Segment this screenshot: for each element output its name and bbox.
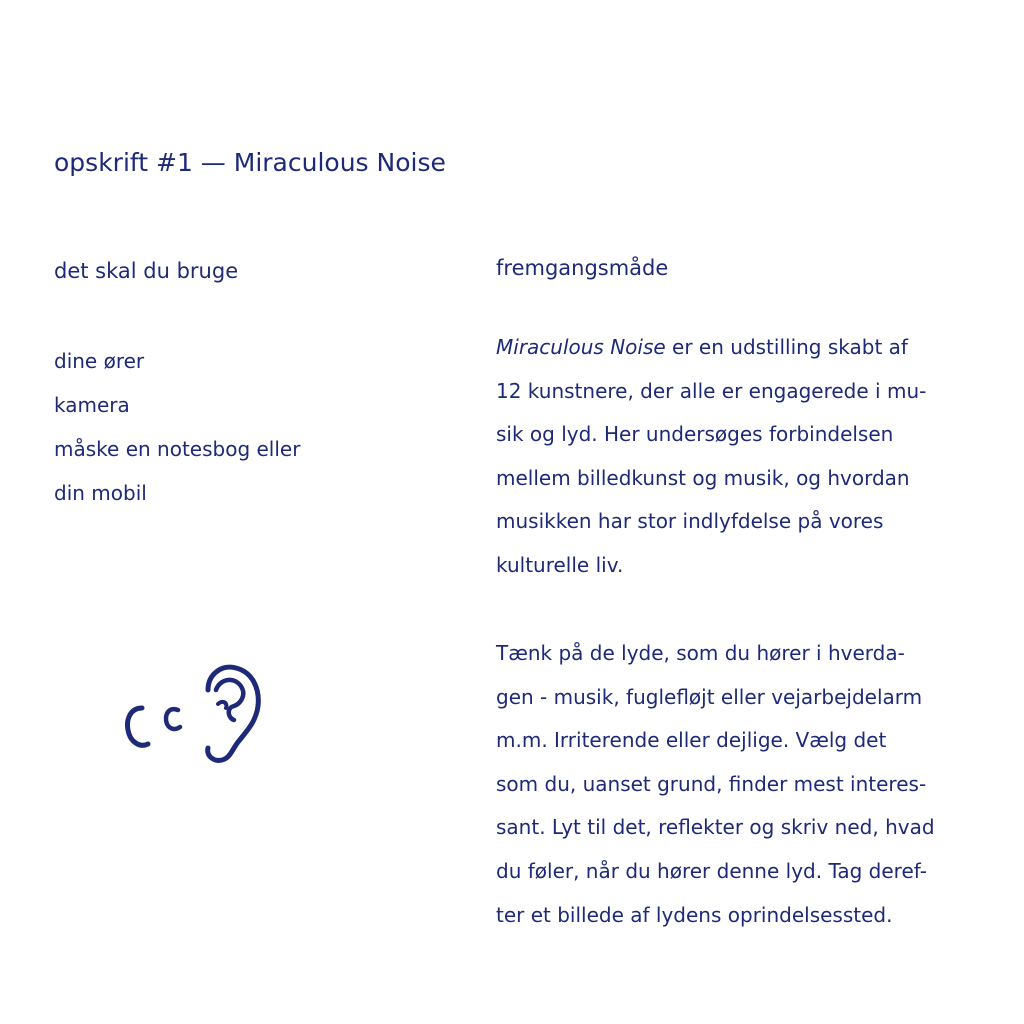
paragraph-line: du føler, når du hører denne lyd. Tag deref- bbox=[496, 858, 927, 883]
ingredients-list bbox=[54, 339, 300, 515]
ingredients-heading: det skal du bruge bbox=[54, 259, 239, 283]
paragraph-line: m.m. Irriterende eller dejlige. Vælg det bbox=[496, 728, 887, 753]
method-paragraph-1 bbox=[496, 326, 996, 588]
paragraph-line: gen - musik, fuglefløjt eller vejarbejdelarm bbox=[496, 684, 923, 709]
paragraph-line: mellem billedkunst og musik, og hvordan bbox=[496, 465, 910, 490]
paragraph-line: 12 kunstnere, der alle er engagerede i mu- bbox=[496, 378, 927, 403]
paragraph-line: sant. Lyt til det, reflekter og skriv ned, hvad bbox=[496, 815, 935, 840]
line-text: er en udstilling skabt af bbox=[665, 335, 908, 359]
paragraph-line: som du, uanset grund, finder mest interes- bbox=[496, 771, 927, 796]
paragraph-line: musikken har stor indlyfdelse på vores bbox=[496, 509, 884, 534]
ear-inner-icon bbox=[216, 680, 243, 720]
paragraph-line: sik og lyd. Her undersøges forbindelsen bbox=[496, 422, 894, 447]
paragraph-line: kulturelle liv. bbox=[496, 552, 624, 577]
ingredient-item: kamera bbox=[54, 393, 130, 417]
ingredient-item: dine ører bbox=[54, 349, 145, 373]
paragraph-line bbox=[496, 326, 996, 370]
exhibition-name: Miraculous Noise bbox=[496, 335, 666, 359]
method-paragraph-2 bbox=[496, 632, 996, 937]
sound-wave-small-icon bbox=[166, 709, 180, 729]
paragraph-line: ter et billede af lydens oprindelsessted. bbox=[496, 902, 893, 927]
method-heading: fremgangsmåde bbox=[496, 256, 669, 280]
ear-icon bbox=[118, 660, 268, 770]
paragraph-line: Tænk på de lyde, som du hører i hverda- bbox=[496, 641, 905, 665]
sound-wave-large-icon bbox=[128, 708, 148, 745]
ingredient-item: måske en notesbog eller bbox=[54, 437, 301, 461]
ingredient-item: din mobil bbox=[54, 481, 147, 505]
page-title: opskrift #1 — Miraculous Noise bbox=[54, 148, 446, 177]
